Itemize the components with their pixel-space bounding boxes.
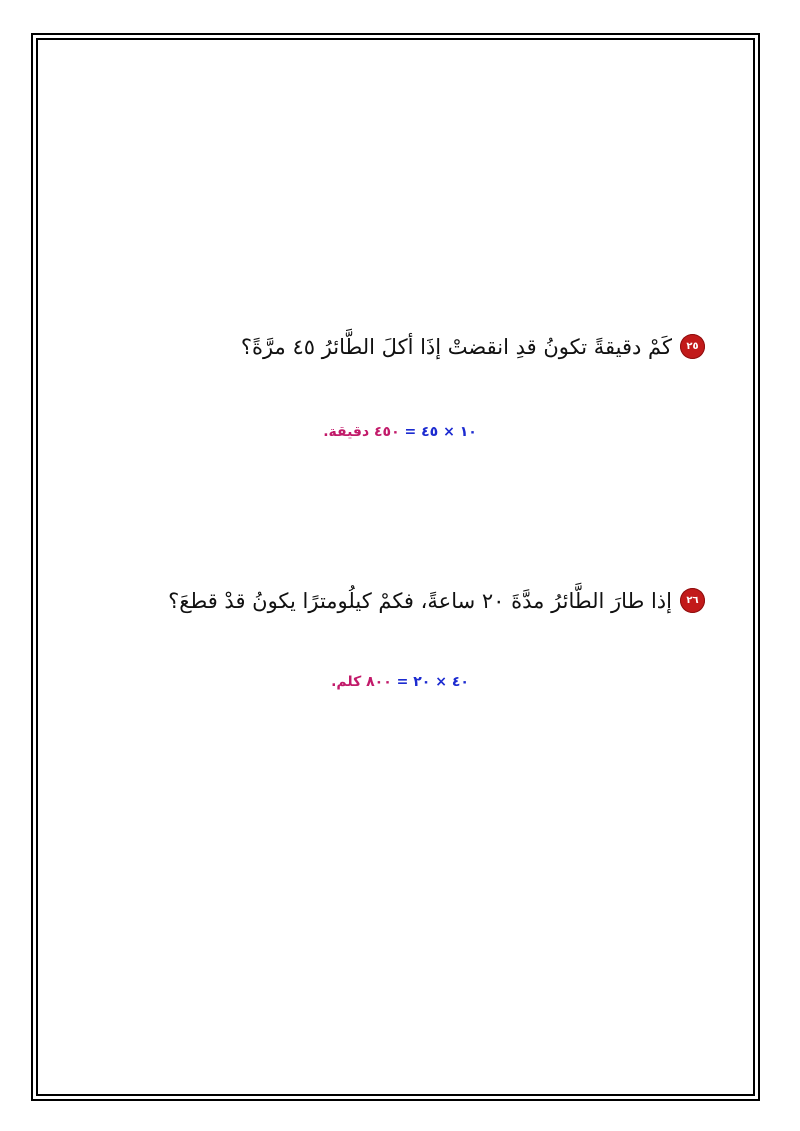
- answer-26: [0, 674, 800, 690]
- question-text: إذا طارَ الطَّائرُ مدَّةَ ٢٠ ساعةً، فكمْ كيلُومترًا يكونُ قدْ قطعَ؟: [168, 588, 672, 613]
- question-25: [241, 334, 705, 359]
- question-number-badge: ٢٦: [680, 588, 705, 613]
- answer-equation: ١٠ × ٤٥ =: [399, 424, 477, 440]
- answer-25: [0, 424, 800, 440]
- question-number-badge: ٢٥: [680, 334, 705, 359]
- question-26: [168, 588, 705, 613]
- answer-result: ٤٥٠ دقيقة.: [323, 424, 400, 440]
- answer-result: ٨٠٠ كلم.: [331, 674, 392, 690]
- answer-equation: ٤٠ × ٢٠ =: [391, 674, 469, 690]
- question-text: كَمْ دقيقةً تكونُ قدِ انقضتْ إذَا أكلَ الطَّائرُ ٤٥ مرَّةً؟: [240, 334, 672, 359]
- page-border-inner: [36, 38, 755, 1096]
